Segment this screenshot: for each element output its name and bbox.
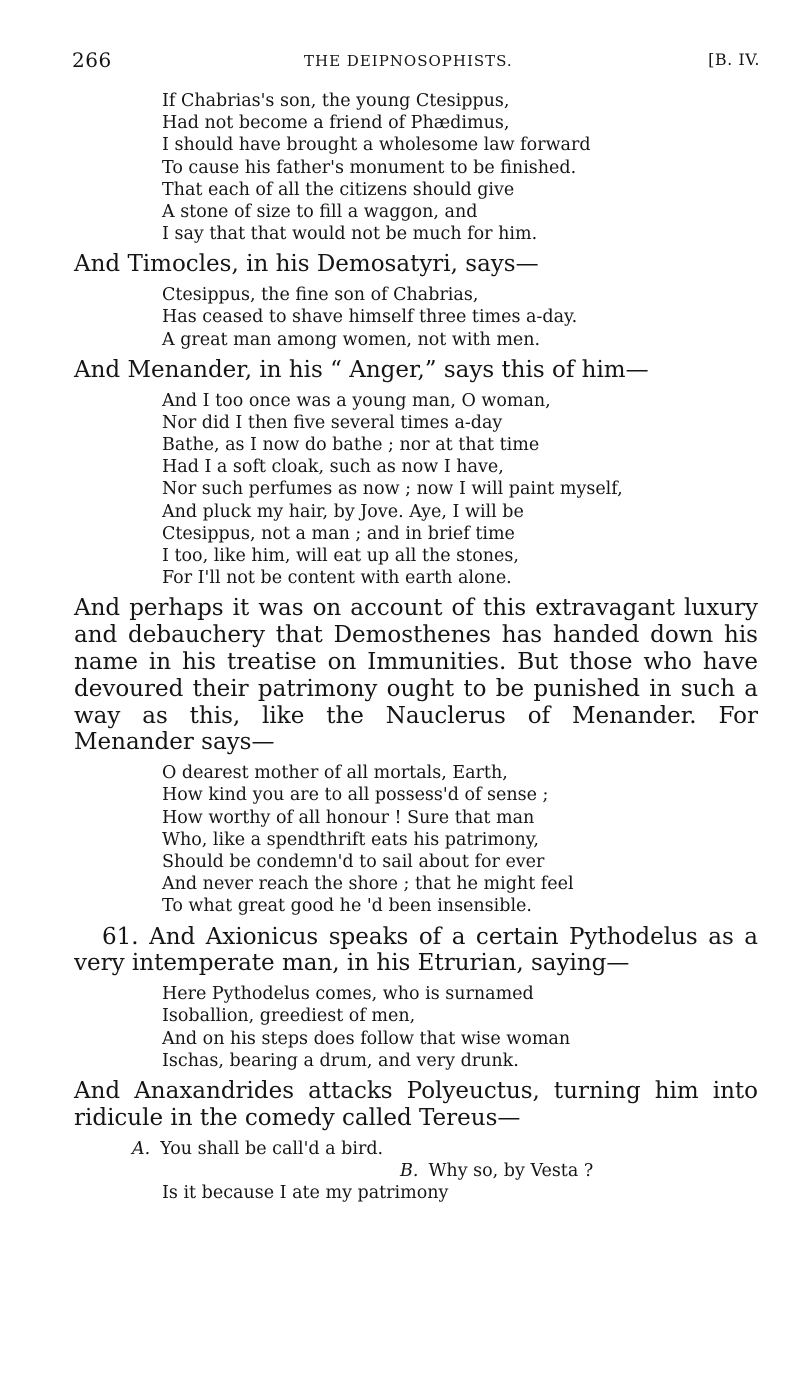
verse-line: Had not become a friend of Phædimus, [162, 113, 510, 134]
verse-block-demosatyri [162, 284, 758, 351]
verse-line: O dearest mother of all mortals, Earth, [162, 763, 508, 784]
verse-line: Had I a soft cloak, such as now I have, [162, 457, 504, 478]
verse-block-anger [162, 390, 758, 590]
verse-line: Who, like a spendthrift eats his patrimony, [162, 829, 539, 850]
verse-line: A stone of size to fill a waggon, and [162, 202, 478, 223]
running-title: THE DEIPNOSOPHISTS. [304, 52, 513, 70]
verse-line: Ischas, bearing a drum, and very drunk. [162, 1050, 519, 1071]
prose-timocles: And Timocles, in his Demosatyri, says— [74, 251, 539, 278]
dialogue-text-a: You shall be call'd a bird. [160, 1138, 384, 1159]
verse-line: And never reach the shore ; that he might feel [162, 874, 574, 895]
dialogue-line-b [132, 1160, 758, 1182]
verse-line: Nor such perfumes as now ; now I will paint myself, [162, 479, 623, 500]
speaker-b: B. [400, 1160, 419, 1181]
verse-line: If Chabrias's son, the young Ctesippus, [162, 91, 510, 111]
verse-line: Has ceased to shave himself three times a-day. [162, 307, 578, 328]
dialogue-line-b-continued: Is it because I ate my patrimony [162, 1183, 449, 1204]
page-body [74, 90, 758, 1204]
verse-line: And pluck my hair, by Jove. Aye, I will be [162, 501, 524, 522]
verse-line: Nor did I then five several times a-day [162, 412, 503, 433]
verse-line: Should be condemn'd to sail about for ever [162, 852, 545, 873]
verse-line: Bathe, as I now do bathe ; nor at that time [162, 435, 540, 456]
verse-line: That each of all the citizens should give [162, 179, 515, 200]
speaker-a: A. [132, 1138, 151, 1159]
verse-line: How worthy of all honour ! Sure that man [162, 807, 535, 828]
verse-line: Ctesippus, the fine son of Chabrias, [162, 285, 479, 306]
dialogue-text-b: Why so, by Vesta ? [428, 1160, 594, 1181]
verse-line: To what great good he 'd been insensible. [162, 896, 532, 917]
verse-line: How kind you are to all possess'd of sense ; [162, 785, 549, 806]
book-reference: [B. IV. [708, 50, 760, 69]
verse-line: I too, like him, will eat up all the stones, [162, 546, 519, 567]
verse-line: Ctesippus, not a man ; and in brief time [162, 523, 515, 544]
verse-line: Here Pythodelus comes, who is surnamed [162, 984, 534, 1005]
verse-line: To cause his father's monument to be finished. [162, 157, 577, 178]
prose-axionicus: 61. And Axionicus speaks of a certain Pythodelus as a very intemperate man, in his Etrurian, saying— [74, 923, 758, 977]
verse-block-ctesippus-law [162, 90, 758, 245]
verse-line: And I too once was a young man, O woman, [162, 390, 551, 411]
verse-line: I should have brought a wholesome law forward [162, 135, 591, 156]
verse-line: And on his steps does follow that wise woman [162, 1028, 571, 1049]
verse-line: A great man among women, not with men. [162, 329, 541, 350]
verse-line: For I'll not be content with earth alone. [162, 568, 512, 589]
prose-demosthenes: And perhaps it was on account of this extravagant luxury and debauchery that Demosthenes has handed down his name in his treatise on Immunities. But those who have devoured their patrimony ought to be punished in such a way as this, like the Nauclerus of Menander. For Menander says— [74, 595, 758, 756]
verse-block-etrurian [162, 983, 758, 1072]
dialogue-tereus [132, 1138, 758, 1205]
verse-line: I say that that would not be much for him. [162, 224, 538, 245]
verse-line: Isoballion, greediest of men, [162, 1006, 416, 1027]
verse-block-nauclerus [162, 762, 758, 917]
prose-menander: And Menander, in his “ Anger,” says this of him— [74, 356, 649, 383]
dialogue-line-a [132, 1138, 758, 1160]
prose-anaxandrides: And Anaxandrides attacks Polyeuctus, turning him into ridicule in the comedy called Tereus— [74, 1078, 758, 1131]
page-number: 266 [72, 48, 112, 72]
page-header [72, 50, 760, 74]
